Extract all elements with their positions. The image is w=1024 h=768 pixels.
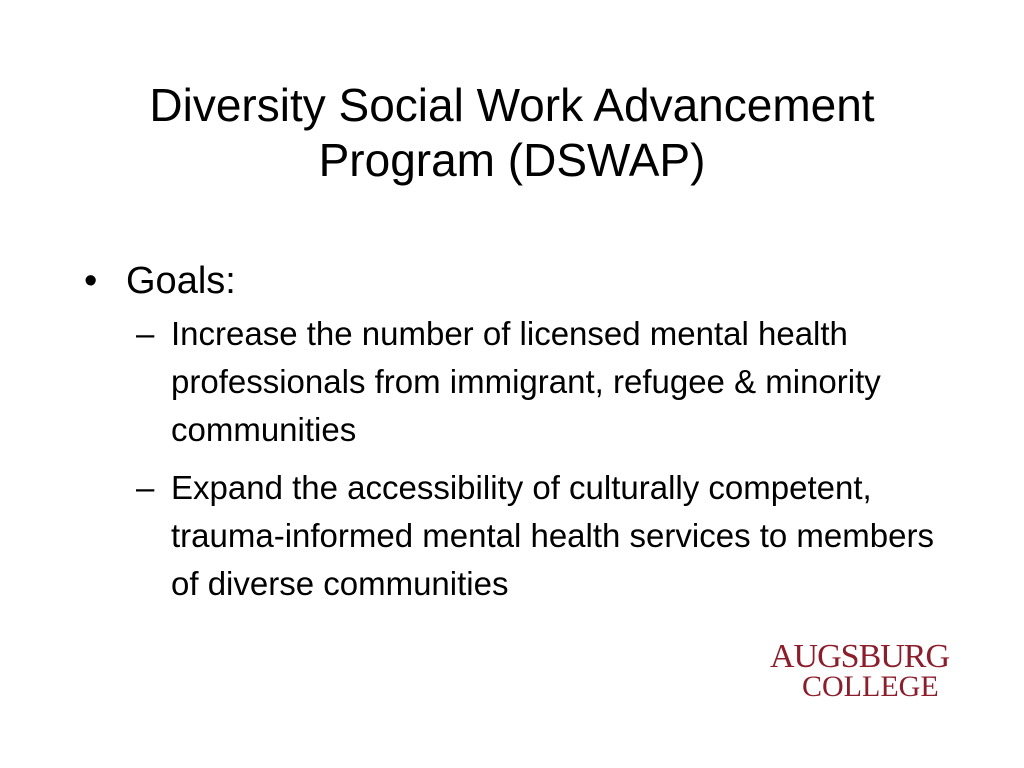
logo-wordmark-line-1: AUGSBURG (770, 638, 950, 675)
goal-item (136, 464, 944, 608)
title-line-2: Program (DSWAP) (318, 134, 706, 186)
title-line-1: Diversity Social Work Advancement (149, 79, 875, 131)
slide-body (84, 258, 944, 618)
goals-label: Goals: (126, 260, 236, 302)
logo-wordmark-line-2: COLLEGE (802, 670, 939, 703)
goal-item (136, 310, 944, 454)
slide-title (60, 78, 964, 188)
dash-bullet-icon: – (136, 315, 155, 352)
goals-bullet (84, 258, 944, 304)
goal-text: Expand the accessibility of culturally competent, trauma-informed mental health services to members of diverse communities (171, 469, 934, 602)
augsburg-college-logo (770, 640, 960, 706)
goal-text: Increase the number of licensed mental health professionals from immigrant, refugee & minority communities (171, 315, 881, 448)
goals-list (84, 310, 944, 608)
dash-bullet-icon: – (136, 469, 155, 506)
bullet-dot-icon: • (84, 260, 98, 302)
